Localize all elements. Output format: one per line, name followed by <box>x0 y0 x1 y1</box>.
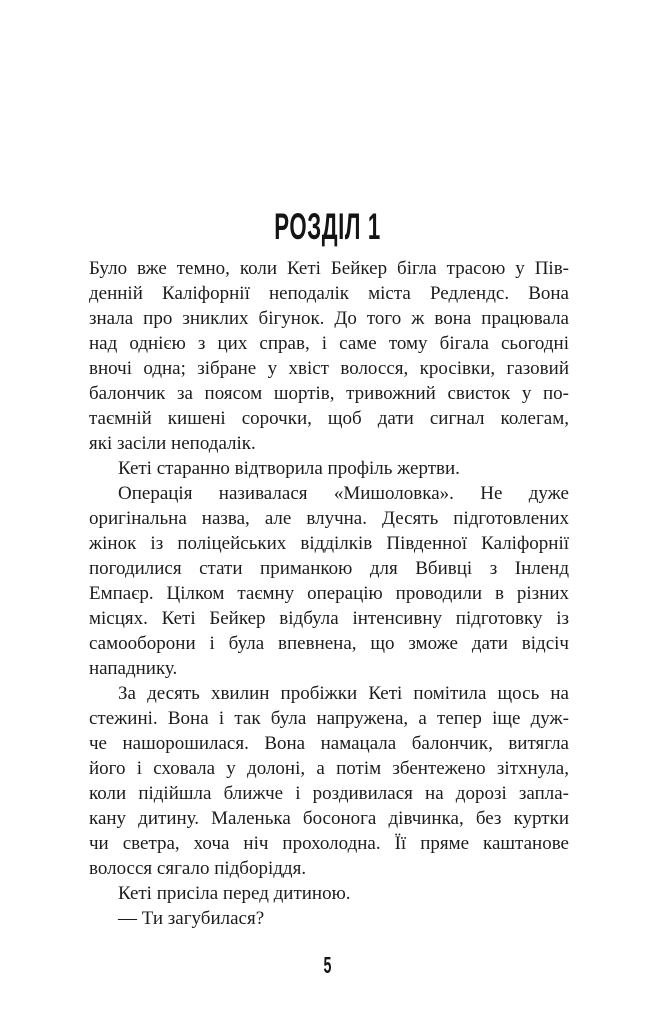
text-line: балончик за поясом шортів, тривожний свисток у по- <box>89 383 569 404</box>
text-line: Кеті старанно відтворила профіль жертви. <box>118 458 460 479</box>
paragraph <box>89 881 569 906</box>
text-line: знала про зниклих бігунок. До того ж вона працювала <box>89 308 569 329</box>
text-line: кану дитину. Маленька босонога дівчинка, без куртки <box>89 808 569 829</box>
text-line: таємній кишені сорочки, щоб дати сигнал колегам, <box>89 408 569 429</box>
text-line: чи светра, хоча ніч прохолодна. Її пряме каштанове <box>89 833 569 854</box>
text-line: Емпаєр. Цілком таємну операцію проводили в різних <box>89 583 569 604</box>
paragraph <box>89 481 569 681</box>
page-number: 5 <box>323 952 332 978</box>
text-line: стежині. Вона і так була напружена, а тепер іще дуж- <box>89 708 569 729</box>
text-line: — Ти загубилася? <box>118 908 265 929</box>
body-text <box>89 256 569 931</box>
text-line: нападнику. <box>89 658 178 679</box>
text-line: самооборони і була впевнена, що зможе дати відсіч <box>89 633 569 654</box>
text-line: погодилися стати приманкою для Вбивці з Інленд <box>89 558 569 579</box>
text-line: Кеті присіла перед дитиною. <box>118 883 351 904</box>
paragraph <box>89 456 569 481</box>
paragraph <box>89 906 569 931</box>
text-line: жінок із поліцейських відділків Південної Каліфорнії <box>89 533 569 554</box>
text-line: че нашорошилася. Вона намацала балончик, витягла <box>89 733 569 754</box>
chapter-title: РОЗДІЛ 1 <box>274 206 381 247</box>
text-line: Операція називалася «Мишоловка». Не дуже <box>118 483 569 504</box>
paragraph <box>89 681 569 881</box>
text-line: денній Каліфорнії неподалік міста Редлендс. Вона <box>89 283 569 304</box>
text-line: вночі одна; зібране у хвіст волосся, кросівки, газовий <box>89 358 569 379</box>
text-line: За десять хвилин пробіжки Кеті помітила щось на <box>118 683 569 704</box>
text-line: волосся сягало підборіддя. <box>89 858 307 879</box>
text-line: над однією з цих справ, і саме тому бігала сьогодні <box>89 333 569 354</box>
text-line: які засіли неподалік. <box>89 433 256 454</box>
text-line: Було вже темно, коли Кеті Бейкер бігла трасою у Пів- <box>89 258 569 279</box>
text-line: місцях. Кеті Бейкер відбула інтенсивну підготовку із <box>89 608 569 629</box>
text-line: коли підійшла ближче і роздивилася на дорозі запла- <box>89 783 569 804</box>
text-line: його і сховала у долоні, а потім збентежено зітхнула, <box>89 758 569 779</box>
text-line: оригінальна назва, але влучна. Десять підготовлених <box>89 508 569 529</box>
paragraph <box>89 256 569 456</box>
